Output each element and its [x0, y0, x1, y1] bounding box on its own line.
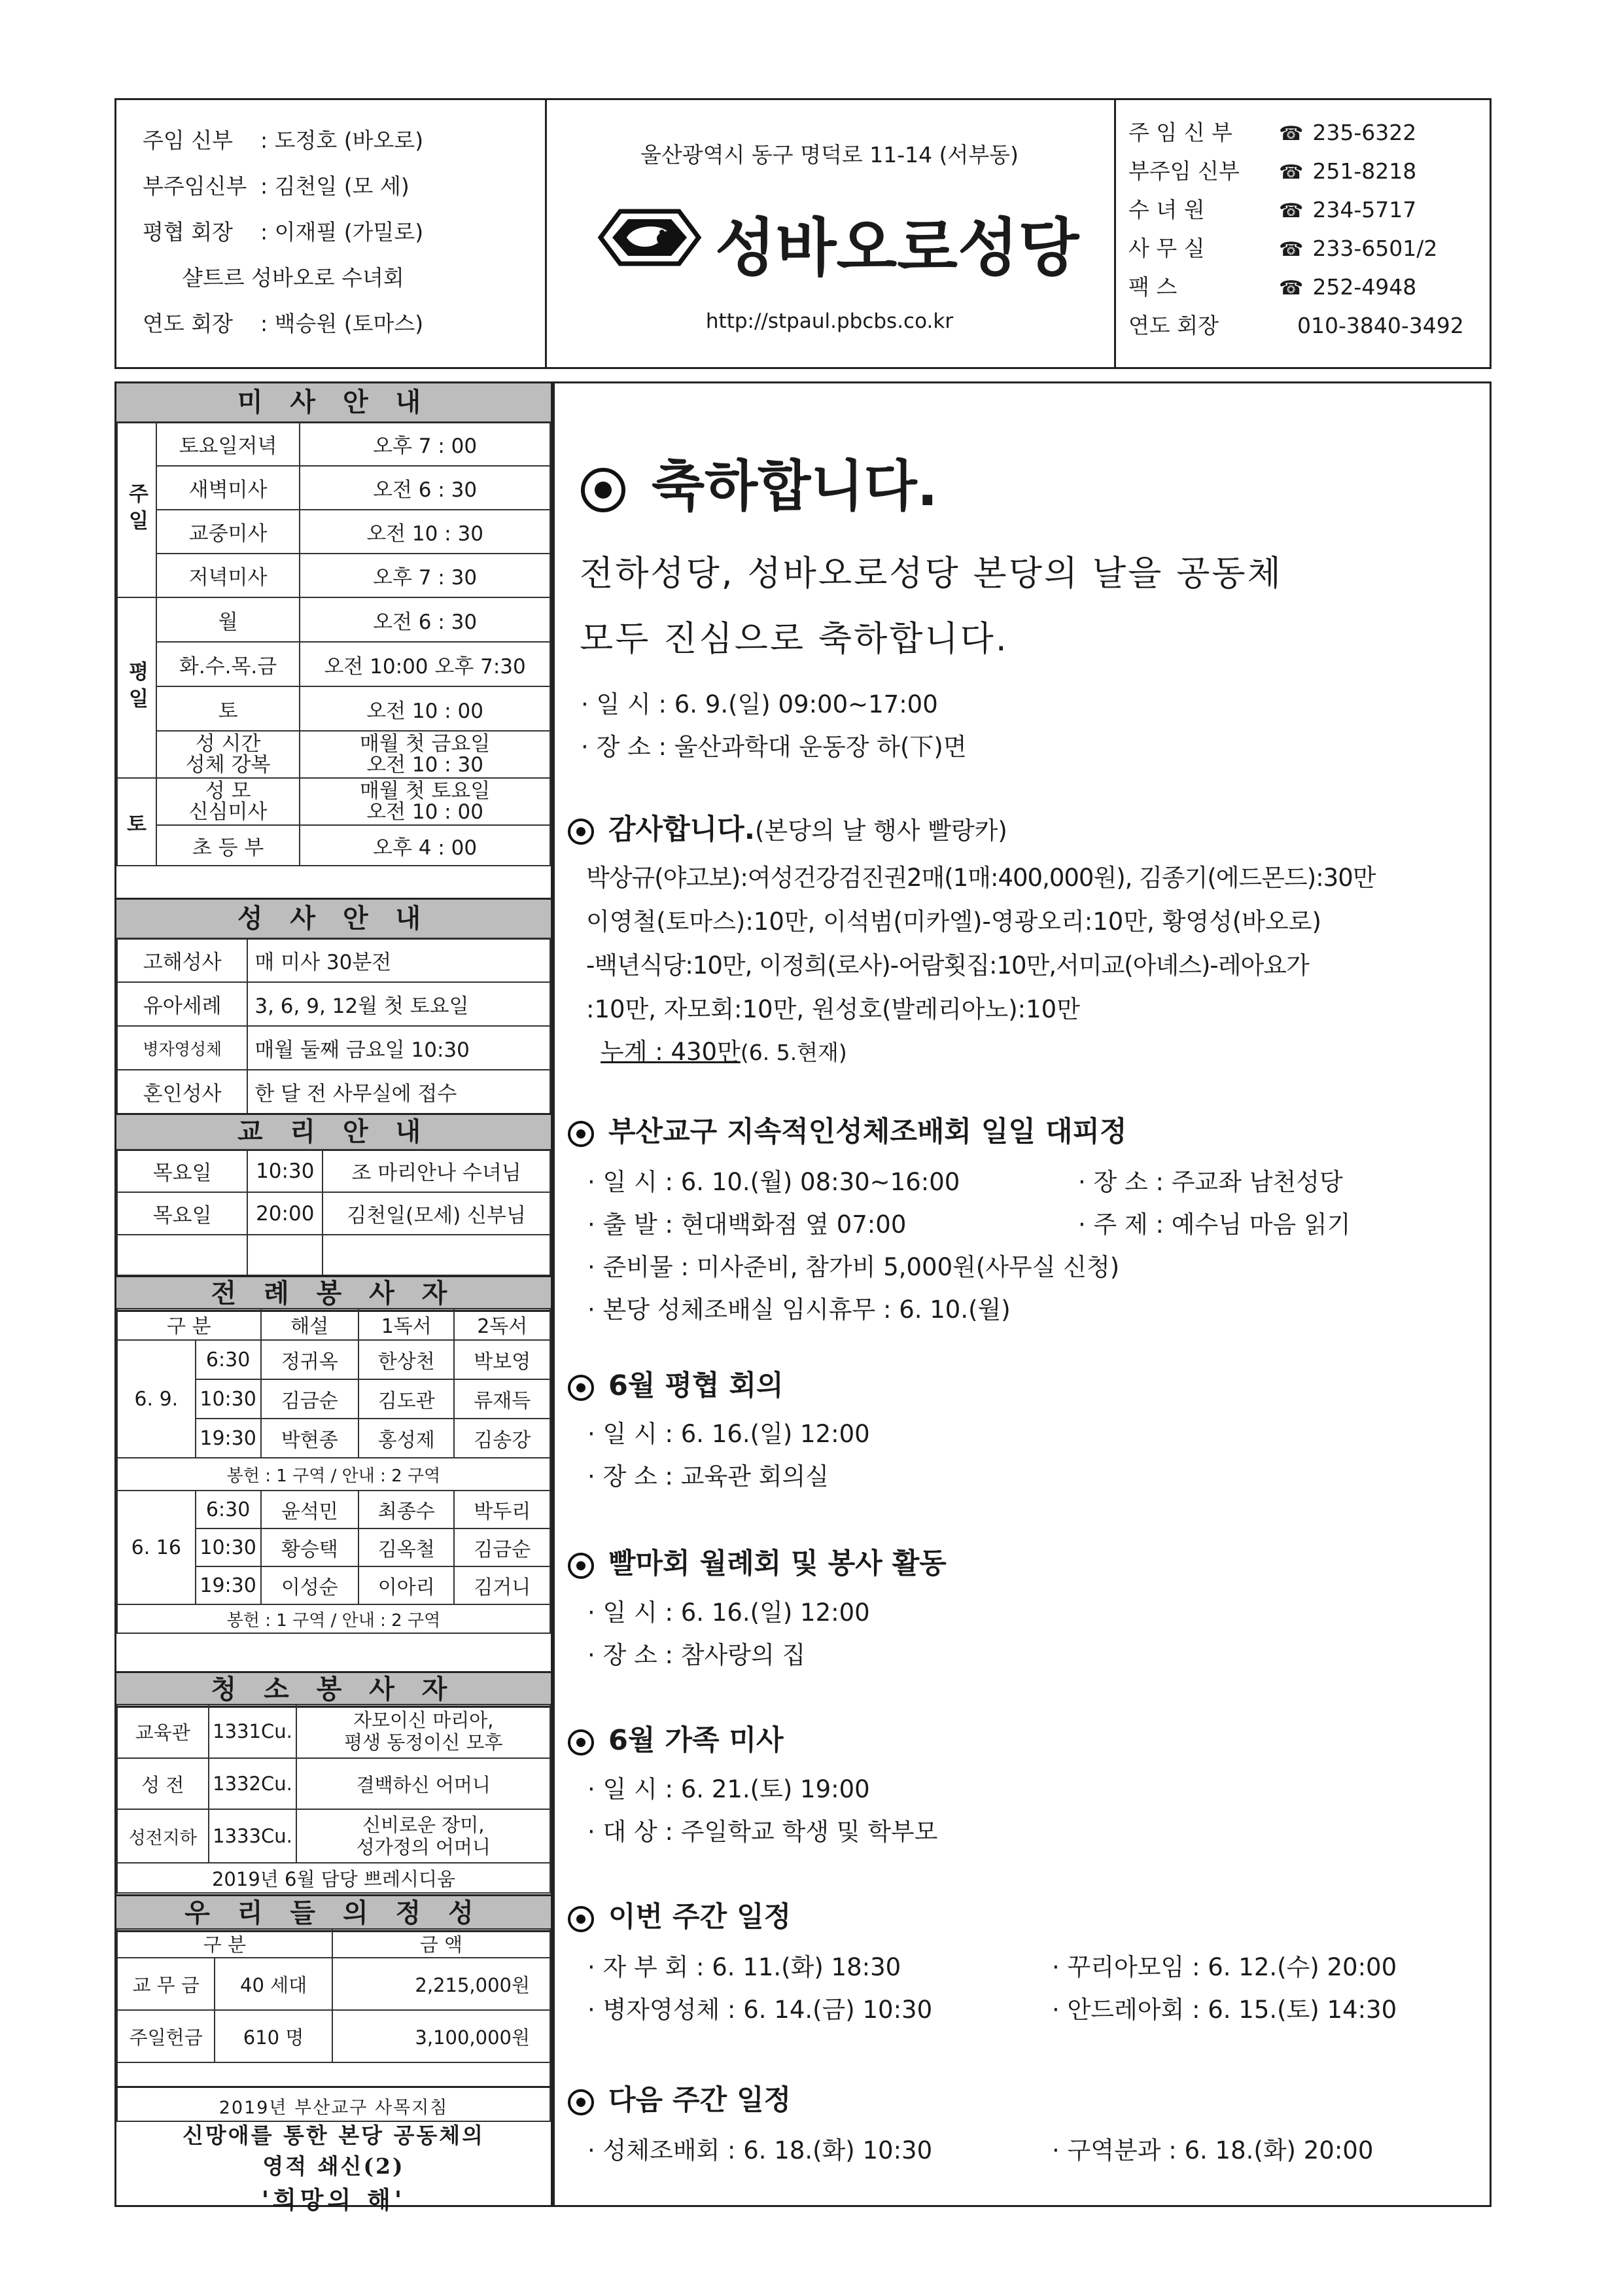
clergy-line: 평협 회장 : 이재필 (가밀로) — [143, 219, 424, 245]
table-row: 평일 월 오전 6 : 30 — [117, 597, 550, 642]
table-row: 19:30 박현종 홍성제 김송강 — [117, 1419, 550, 1458]
event-detail: · 장 소 : 울산과학대 운동장 하(下)면 — [581, 733, 967, 761]
phone-icon: ☎ — [1279, 122, 1304, 145]
bullet-target-icon — [568, 819, 594, 845]
contact-line: 팩 스 ☎ 252-4948 — [1128, 274, 1417, 300]
table-row: 2019년 6월 담당 쁘레시디움 — [117, 1863, 550, 1893]
table-row: 구 분 해설 1독서 2독서 — [117, 1309, 550, 1340]
next-week-heading: 다음 주간 일정 — [568, 2078, 791, 2118]
event-detail: · 일 시 : 6. 16.(일) 12:00 — [587, 1420, 870, 1448]
event-detail: · 본당 성체조배실 임시휴무 : 6. 10.(월) — [587, 1296, 1011, 1324]
sacrament-table — [116, 938, 551, 1114]
mass-title: 미 사 안 내 — [116, 383, 551, 423]
table-row: 성전지하 1333Cu. 신비로운 장미, 성가정의 어머니 — [117, 1809, 550, 1863]
clergy-panel — [116, 100, 547, 367]
clergy-line: 주임 신부 : 도정호 (바오로) — [143, 128, 424, 153]
family-mass-heading: 6월 가족 미사 — [568, 1718, 784, 1758]
table-row: 성 전 1332Cu. 결백하신 어머니 — [117, 1758, 550, 1809]
event-detail: · 대 상 : 주일학교 학생 및 학부모 — [587, 1818, 938, 1846]
table-row: 초 등 부 오후 4 : 00 — [117, 825, 550, 866]
sunday-label: 주일 — [117, 422, 156, 597]
table-row: 교 무 금 40 세대 2,215,000원 — [117, 1958, 550, 2010]
bullet-target-icon — [581, 468, 625, 512]
table-row: 주일헌금 610 명 3,100,000원 — [117, 2010, 550, 2062]
table-row: 저녁미사 오후 7 : 30 — [117, 554, 550, 597]
church-website[interactable]: http://stpaul.pbcbs.co.kr — [705, 309, 954, 333]
event-detail: · 일 시 : 6. 10.(월) 08:30~16:00 — [587, 1168, 960, 1196]
thanks-heading: 감사합니다.(본당의 날 행사 빨랑카) — [568, 807, 1007, 847]
contact-line: 주 임 신 부 ☎ 235-6322 — [1128, 120, 1417, 145]
table-row: 목요일 20:00 김천일(모세) 신부님 — [117, 1192, 550, 1235]
doctrine-title: 교 리 안 내 — [116, 1113, 551, 1151]
phone-icon: ☎ — [1279, 161, 1304, 184]
table-row: 고해성사 매 미사 30분전 — [117, 938, 550, 982]
table-row: 병자영성체 매월 둘째 금요일 10:30 — [117, 1026, 550, 1070]
bullet-target-icon — [568, 2089, 594, 2115]
phone-icon: ☎ — [1279, 277, 1304, 300]
table-row: 주일 토요일저녁 오후 7 : 00 — [117, 422, 550, 466]
this-week-heading: 이번 주간 일정 — [568, 1895, 791, 1935]
table-row: 10:30 황승택 김옥철 김금순 — [117, 1528, 550, 1566]
event-detail: · 구역분과 : 6. 18.(화) 20:00 — [1052, 2136, 1374, 2164]
palma-meeting-heading: 빨마회 월례회 및 봉사 활동 — [568, 1542, 947, 1581]
mass-table — [116, 421, 551, 866]
event-detail: · 일 시 : 6. 21.(토) 19:00 — [587, 1775, 870, 1803]
contact-line: 연도 회장 010-3840-3492 — [1128, 313, 1464, 338]
sacrament-title: 성 사 안 내 — [116, 898, 551, 940]
bullet-target-icon — [568, 1553, 594, 1579]
church-title-panel — [545, 100, 1116, 367]
table-row: 6. 16 6:30 윤석민 최종수 박두리 — [117, 1491, 550, 1528]
phone-icon: ☎ — [1279, 238, 1304, 261]
table-row: 봉헌 : 1 구역 / 안내 : 2 구역 — [117, 1604, 550, 1633]
event-detail: · 장 소 : 교육관 회의실 — [587, 1462, 829, 1491]
news-panel — [553, 381, 1492, 2207]
event-detail: · 출 발 : 현대백화점 옆 07:00 — [587, 1210, 907, 1239]
bullet-target-icon — [568, 1729, 594, 1756]
table-row: 10:30 김금순 김도관 류재득 — [117, 1379, 550, 1419]
event-detail: · 장 소 : 참사랑의 집 — [587, 1641, 806, 1669]
clergy-line: 부주임신부 : 김천일 (모 세) — [143, 173, 410, 199]
event-detail: · 안드레아회 : 6. 15.(토) 14:30 — [1052, 1996, 1397, 2024]
bullet-target-icon — [568, 1375, 594, 1401]
donor-line: 박상규(야고보):여성건강검진권2매(1매:400,000원), 김종기(에드몬드):30만 — [586, 864, 1376, 892]
event-detail: · 일 시 : 6. 9.(일) 09:00~17:00 — [581, 690, 938, 718]
info-sidebar — [114, 381, 553, 2214]
offering-title: 우 리 들 의 정 성 — [116, 1894, 551, 1932]
phone-icon: ☎ — [1279, 200, 1304, 222]
donor-line: :10만, 자모회:10만, 원성호(발레리아노):10만 — [586, 995, 1080, 1023]
table-row: 새벽미사 오전 6 : 30 — [117, 466, 550, 510]
table-row: 토 오전 10 : 00 — [117, 686, 550, 731]
contact-line: 사 무 실 ☎ 233-6501/2 — [1128, 236, 1438, 261]
contact-line: 부주임 신부 ☎ 251-8218 — [1128, 158, 1417, 184]
table-row: 화.수.목.금 오전 10:00 오후 7:30 — [117, 642, 550, 686]
table-row: 19:30 이성순 이아리 김거니 — [117, 1566, 550, 1604]
clergy-line: 연도 회장 : 백승원 (토마스) — [143, 311, 424, 336]
bulletin-header — [114, 98, 1492, 369]
event-detail: · 장 소 : 주교좌 남천성당 — [1078, 1168, 1343, 1196]
event-detail: · 자 부 회 : 6. 11.(화) 18:30 — [587, 1953, 901, 1981]
event-detail: · 병자영성체 : 6. 14.(금) 10:30 — [587, 1996, 933, 2024]
retreat-heading: 부산교구 지속적인성체조배회 일일 대피정 — [568, 1110, 1127, 1150]
table-row — [117, 1235, 550, 1275]
table-row: 목요일 10:30 조 마리안나 수녀님 — [117, 1150, 550, 1192]
saturday-label: 토 — [117, 778, 156, 866]
event-detail: · 주 제 : 예수님 마음 읽기 — [1078, 1210, 1351, 1239]
event-detail: · 성체조배회 : 6. 18.(화) 10:30 — [587, 2136, 933, 2164]
table-row: 6. 9. 6:30 정귀옥 한상천 박보영 — [117, 1340, 550, 1379]
table-row: 유아세례 3, 6, 9, 12월 첫 토요일 — [117, 982, 550, 1026]
table-row: 교중미사 오전 10 : 30 — [117, 510, 550, 554]
table-row: 봉헌 : 1 구역 / 안내 : 2 구역 — [117, 1458, 550, 1491]
pastoral-motto: 2019년 부산교구 사목지침 신망애를 통한 본당 공동체의 영적 쇄신(2) '희망의 해' — [116, 2086, 551, 2209]
table-row: 혼인성사 한 달 전 사무실에 접수 — [117, 1070, 550, 1114]
church-name: 성바오로성당 — [715, 211, 1079, 285]
congrats-text: 전하성당, 성바오로성당 본당의 날을 공동체 — [580, 554, 1283, 593]
cleaning-title: 청 소 봉 사 자 — [116, 1671, 551, 1708]
bullet-target-icon — [568, 1906, 594, 1932]
event-detail: · 일 시 : 6. 16.(일) 12:00 — [587, 1598, 870, 1627]
table-row: 성 시간 성체 강복 매월 첫 금요일 오전 10 : 30 — [117, 731, 550, 778]
event-detail: · 꾸리아모임 : 6. 12.(수) 20:00 — [1052, 1953, 1397, 1981]
liturgy-title: 전 례 봉 사 자 — [116, 1275, 551, 1312]
contact-line: 수 녀 원 ☎ 234-5717 — [1128, 197, 1417, 222]
weekday-label: 평일 — [117, 597, 156, 778]
church-address: 울산광역시 동구 명덕로 11-14 (서부동) — [640, 142, 1019, 168]
table-row: 교육관 1331Cu. 자모이신 마리아, 평생 동정이신 모후 — [117, 1704, 550, 1758]
table-row: 토 성 모 신심미사 매월 첫 토요일 오전 10 : 00 — [117, 778, 550, 825]
clergy-line: 샬트르 성바오로 수녀회 — [182, 265, 404, 291]
bullet-target-icon — [568, 1121, 594, 1147]
doctrine-table — [116, 1149, 551, 1276]
church-logo-icon — [594, 198, 705, 279]
event-detail: · 준비물 : 미사준비, 참가비 5,000원(사무실 신청) — [587, 1253, 1120, 1281]
donation-total: 누계 : 430만(6. 5.현재) — [601, 1038, 847, 1066]
donor-line: 이영철(토마스):10만, 이석범(미카엘)-영광오리:10만, 황영성(바오로) — [586, 908, 1321, 936]
cleaning-table — [116, 1704, 551, 1894]
contacts-panel — [1114, 100, 1490, 367]
congrats-text: 모두 진심으로 축하합니다. — [580, 619, 1009, 659]
donor-line: -백년식당:10만, 이정희(로사)-어람횟집:10만,서미교(아녜스)-레아요가 — [586, 951, 1309, 980]
liturgy-table — [116, 1308, 551, 1634]
congrats-heading: 축하합니다. — [581, 442, 938, 521]
table-row: 구 분 금 액 — [117, 1929, 550, 1958]
council-meeting-heading: 6월 평협 회의 — [568, 1364, 784, 1404]
